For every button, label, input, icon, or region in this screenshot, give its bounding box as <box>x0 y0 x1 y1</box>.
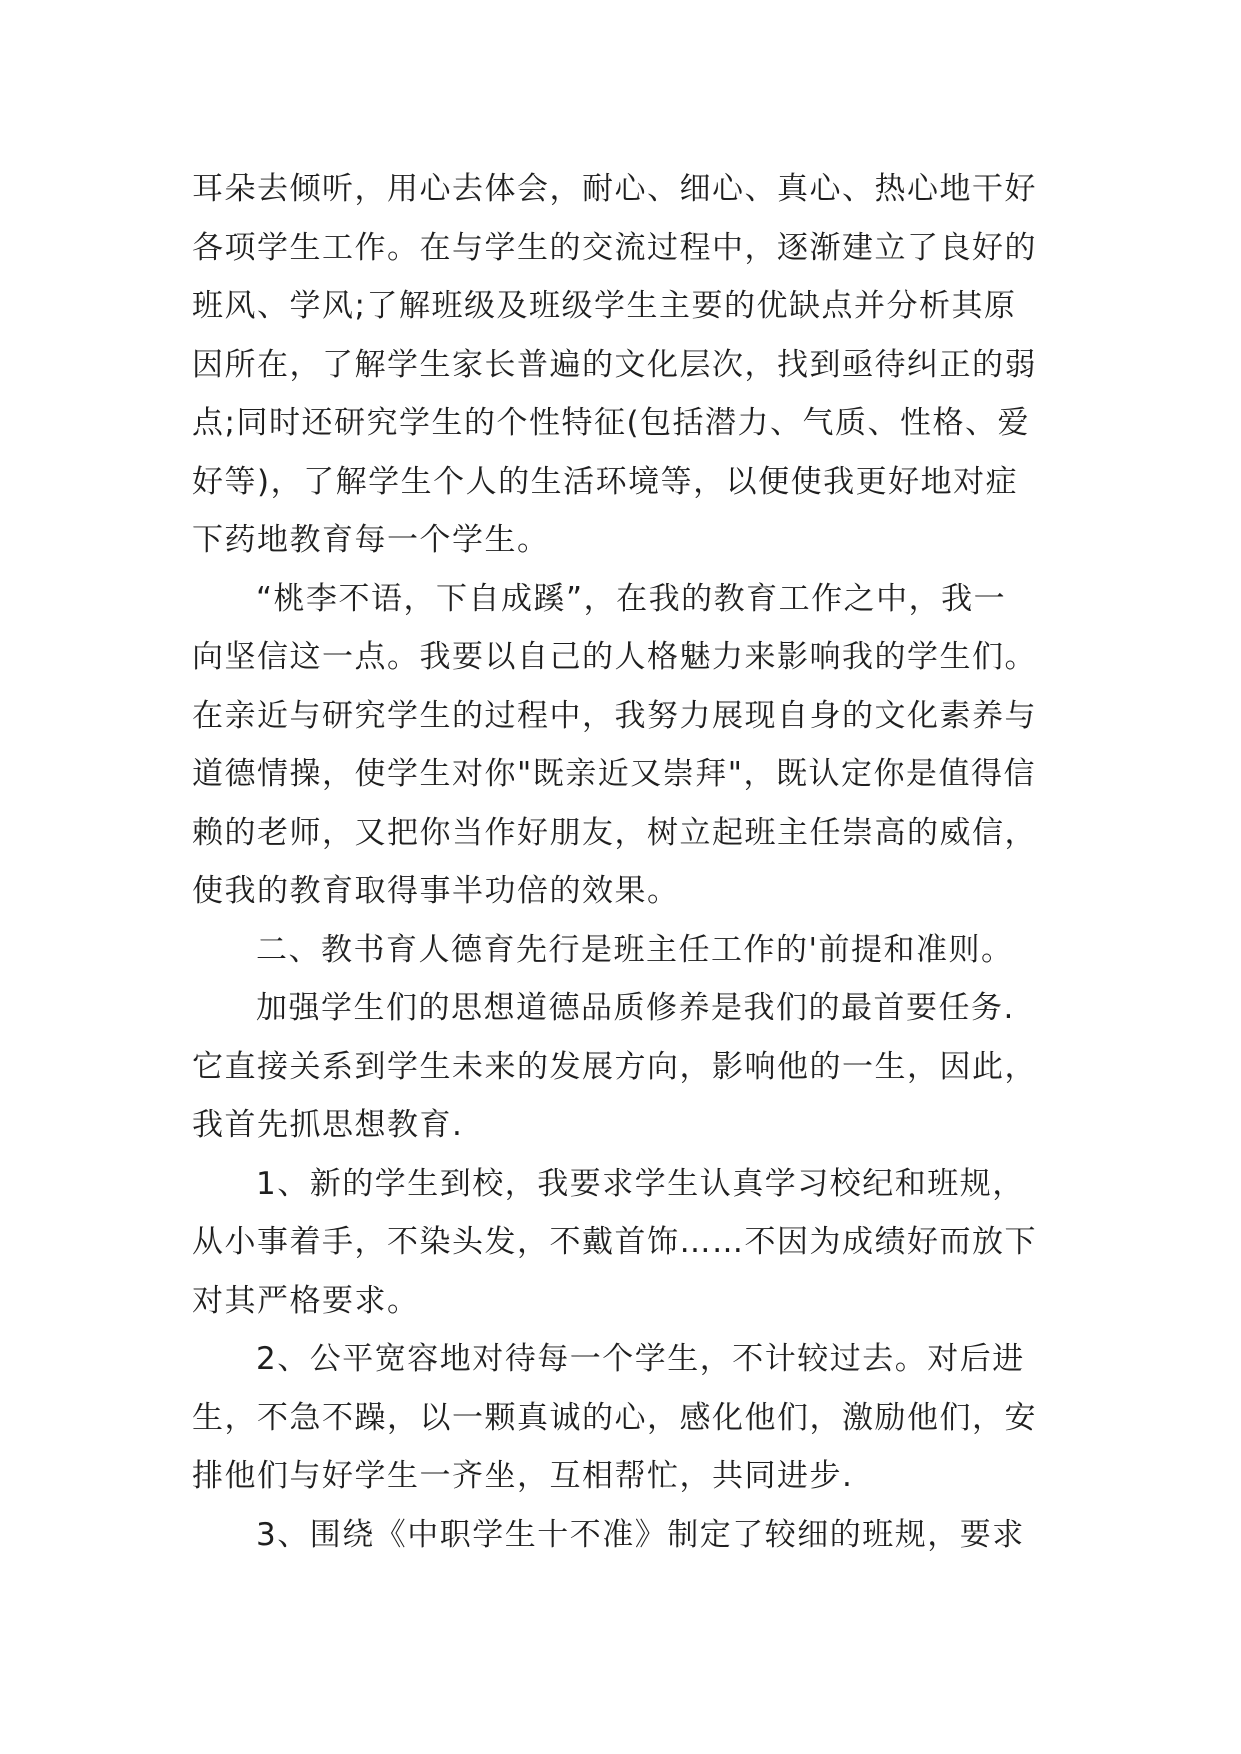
document-body <box>192 160 1062 1564</box>
text-line: 班风、学风;了解班级及班级学生主要的优缺点并分析其原 <box>192 288 1017 324</box>
text-line: 它直接关系到学生未来的发展方向，影响他的一生，因此， <box>192 1048 1037 1085</box>
paragraph-first-line: 加强学生们的思想道德品质修养是我们的最首要任务. <box>256 990 1015 1026</box>
text-line: 好等)，了解学生个人的生活环境等，以便使我更好地对症 <box>192 463 1019 500</box>
text-line: 赖的老师，又把你当作好朋友，树立起班主任崇高的威信， <box>192 814 1037 851</box>
list-item-first-line: 3、围绕《中职学生十不准》制定了较细的班规，要求 <box>256 1516 1025 1553</box>
text-line: 从小事着手，不染头发，不戴首饰……不因为成绩好而放下 <box>192 1224 1037 1260</box>
text-line: 因所在，了解学生家长普遍的文化层次，找到亟待纠正的弱 <box>192 346 1037 383</box>
text-line: 在亲近与研究学生的过程中，我努力展现自身的文化素养与 <box>192 697 1037 734</box>
paragraph-first-line: “桃李不语，下自成蹊”，在我的教育工作之中，我一 <box>256 580 1007 617</box>
text-line: 向坚信这一点。我要以自己的人格魅力来影响我的学生们。 <box>192 639 1037 675</box>
text-line: 排他们与好学生一齐坐，互相帮忙，共同进步. <box>192 1458 854 1494</box>
text-line: 耳朵去倾听，用心去体会，耐心、细心、真心、热心地干好 <box>192 171 1037 207</box>
text-line: 我首先抓思想教育. <box>192 1107 464 1143</box>
text-line: 下药地教育每一个学生。 <box>192 522 550 558</box>
list-item-first-line: 1、新的学生到校，我要求学生认真学习校纪和班规， <box>256 1165 1025 1202</box>
text-line: 各项学生工作。在与学生的交流过程中，逐渐建立了良好的 <box>192 229 1037 266</box>
text-line: 使我的教育取得事半功倍的效果。 <box>192 873 680 909</box>
list-item-first-line: 2、公平宽容地对待每一个学生，不计较过去。对后进 <box>256 1341 1025 1377</box>
text-line: 对其严格要求。 <box>192 1282 420 1319</box>
text-line: 道德情操，使学生对你"既亲近又崇拜"，既认定你是值得信 <box>192 756 1037 792</box>
text-line: 生，不急不躁，以一颗真诚的心，感化他们，激励他们，安 <box>192 1399 1037 1436</box>
section-heading: 二、教书育人德育先行是班主任工作的'前提和准则。 <box>256 931 1014 968</box>
text-line: 点;同时还研究学生的个性特征(包括潜力、气质、性格、爱 <box>192 405 1031 441</box>
